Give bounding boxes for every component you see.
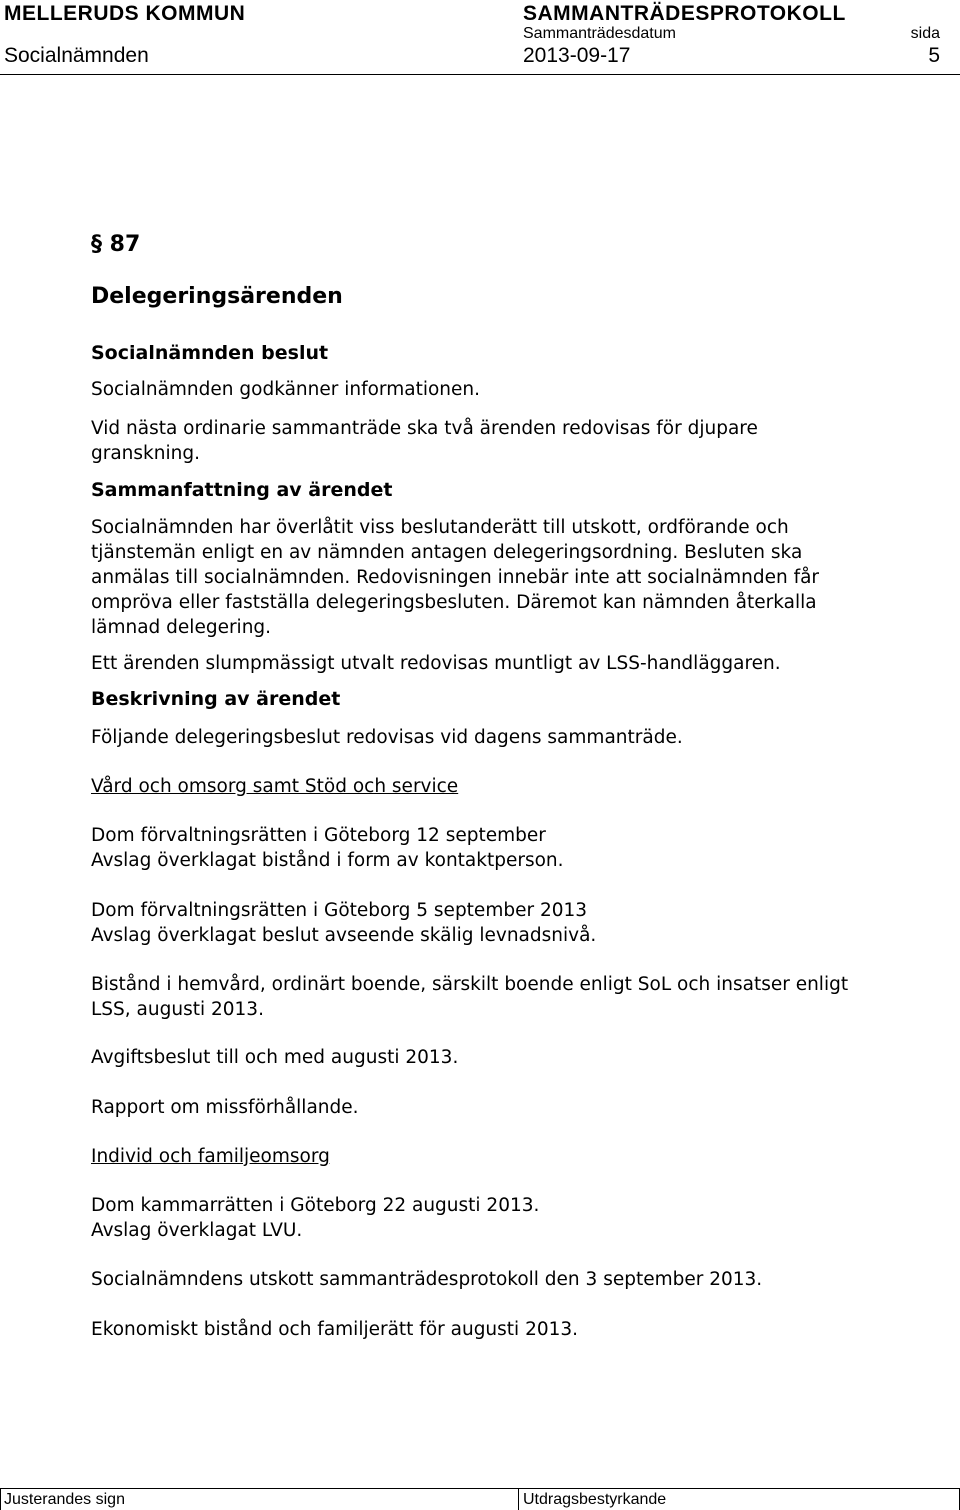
summary-line: Socialnämnden har överlåtit viss beslutanderätt till utskott, ordförande och xyxy=(91,517,789,538)
family-section-heading: Individ och familjeomsorg xyxy=(91,1146,330,1167)
care-section-heading: Vård och omsorg samt Stöd och service xyxy=(91,776,459,797)
page-label: sida xyxy=(910,25,940,42)
care-entry-line: Dom förvaltningsrätten i Göteborg 5 september 2013 xyxy=(91,900,588,921)
decision-line: Socialnämnden godkänner informationen. xyxy=(91,379,480,400)
page-number: 5 xyxy=(928,44,940,67)
paragraph-number: § 87 xyxy=(91,232,141,257)
care-entry-line: Bistånd i hemvård, ordinärt boende, särskilt boende enligt SoL och insatser enligt xyxy=(91,974,849,995)
section-title: Delegeringsärenden xyxy=(91,284,343,309)
summary-heading: Sammanfattning av ärendet xyxy=(91,479,393,501)
footer-divider xyxy=(0,1488,960,1489)
footer-border xyxy=(0,1488,1,1510)
care-entry-line: LSS, augusti 2013. xyxy=(91,999,264,1020)
family-entry-line: Socialnämndens utskott sammanträdesprotokoll den 3 september 2013. xyxy=(91,1269,763,1290)
care-entry-line: Avgiftsbeslut till och med augusti 2013. xyxy=(91,1047,459,1068)
family-entry-line: Avslag överklagat LVU. xyxy=(91,1220,303,1241)
family-entry-line: Dom kammarrätten i Göteborg 22 augusti 2013. xyxy=(91,1195,540,1216)
date-label: Sammanträdesdatum xyxy=(523,25,676,42)
summary-line: anmälas till socialnämnden. Redovisningen innebär inte att socialnämnden får xyxy=(91,567,820,588)
care-entry-line: Rapport om missförhållande. xyxy=(91,1097,359,1118)
meeting-date: 2013-09-17 xyxy=(523,44,631,67)
summary-line: tjänstemän enligt en av nämnden antagen delegeringsordning. Besluten ska xyxy=(91,542,803,563)
description-intro: Följande delegeringsbeslut redovisas vid dagens sammanträde. xyxy=(91,727,683,748)
family-entry-line: Ekonomiskt bistånd och familjerätt för augusti 2013. xyxy=(91,1319,579,1340)
document-footer xyxy=(0,1478,960,1510)
summary-line: lämnad delegering. xyxy=(91,617,272,638)
care-entry-line: Avslag överklagat beslut avseende skälig levnadsnivå. xyxy=(91,925,597,946)
organization-name: MELLERUDS KOMMUN xyxy=(4,2,246,25)
document-type: SAMMANTRÄDESPROTOKOLL xyxy=(523,2,846,25)
summary-extra: Ett ärenden slumpmässigt utvalt redovisas muntligt av LSS-handläggaren. xyxy=(91,653,781,674)
footer-border xyxy=(518,1488,519,1510)
care-entry-line: Dom förvaltningsrätten i Göteborg 12 september xyxy=(91,825,546,846)
care-entry-line: Avslag överklagat bistånd i form av kontaktperson. xyxy=(91,850,564,871)
signature-label: Justerandes sign xyxy=(4,1491,125,1508)
header-divider xyxy=(0,74,960,75)
decision-line: granskning. xyxy=(91,443,200,464)
certificate-label: Utdragsbestyrkande xyxy=(523,1491,667,1508)
summary-line: ompröva eller fastställa delegeringsbesluten. Däremot kan nämnden återkalla xyxy=(91,592,817,613)
committee-name: Socialnämnden xyxy=(4,44,149,67)
description-heading: Beskrivning av ärendet xyxy=(91,688,341,710)
decision-line: Vid nästa ordinarie sammanträde ska två ärenden redovisas för djupare xyxy=(91,418,758,439)
decision-heading: Socialnämnden beslut xyxy=(91,342,329,364)
document-header xyxy=(0,0,960,72)
